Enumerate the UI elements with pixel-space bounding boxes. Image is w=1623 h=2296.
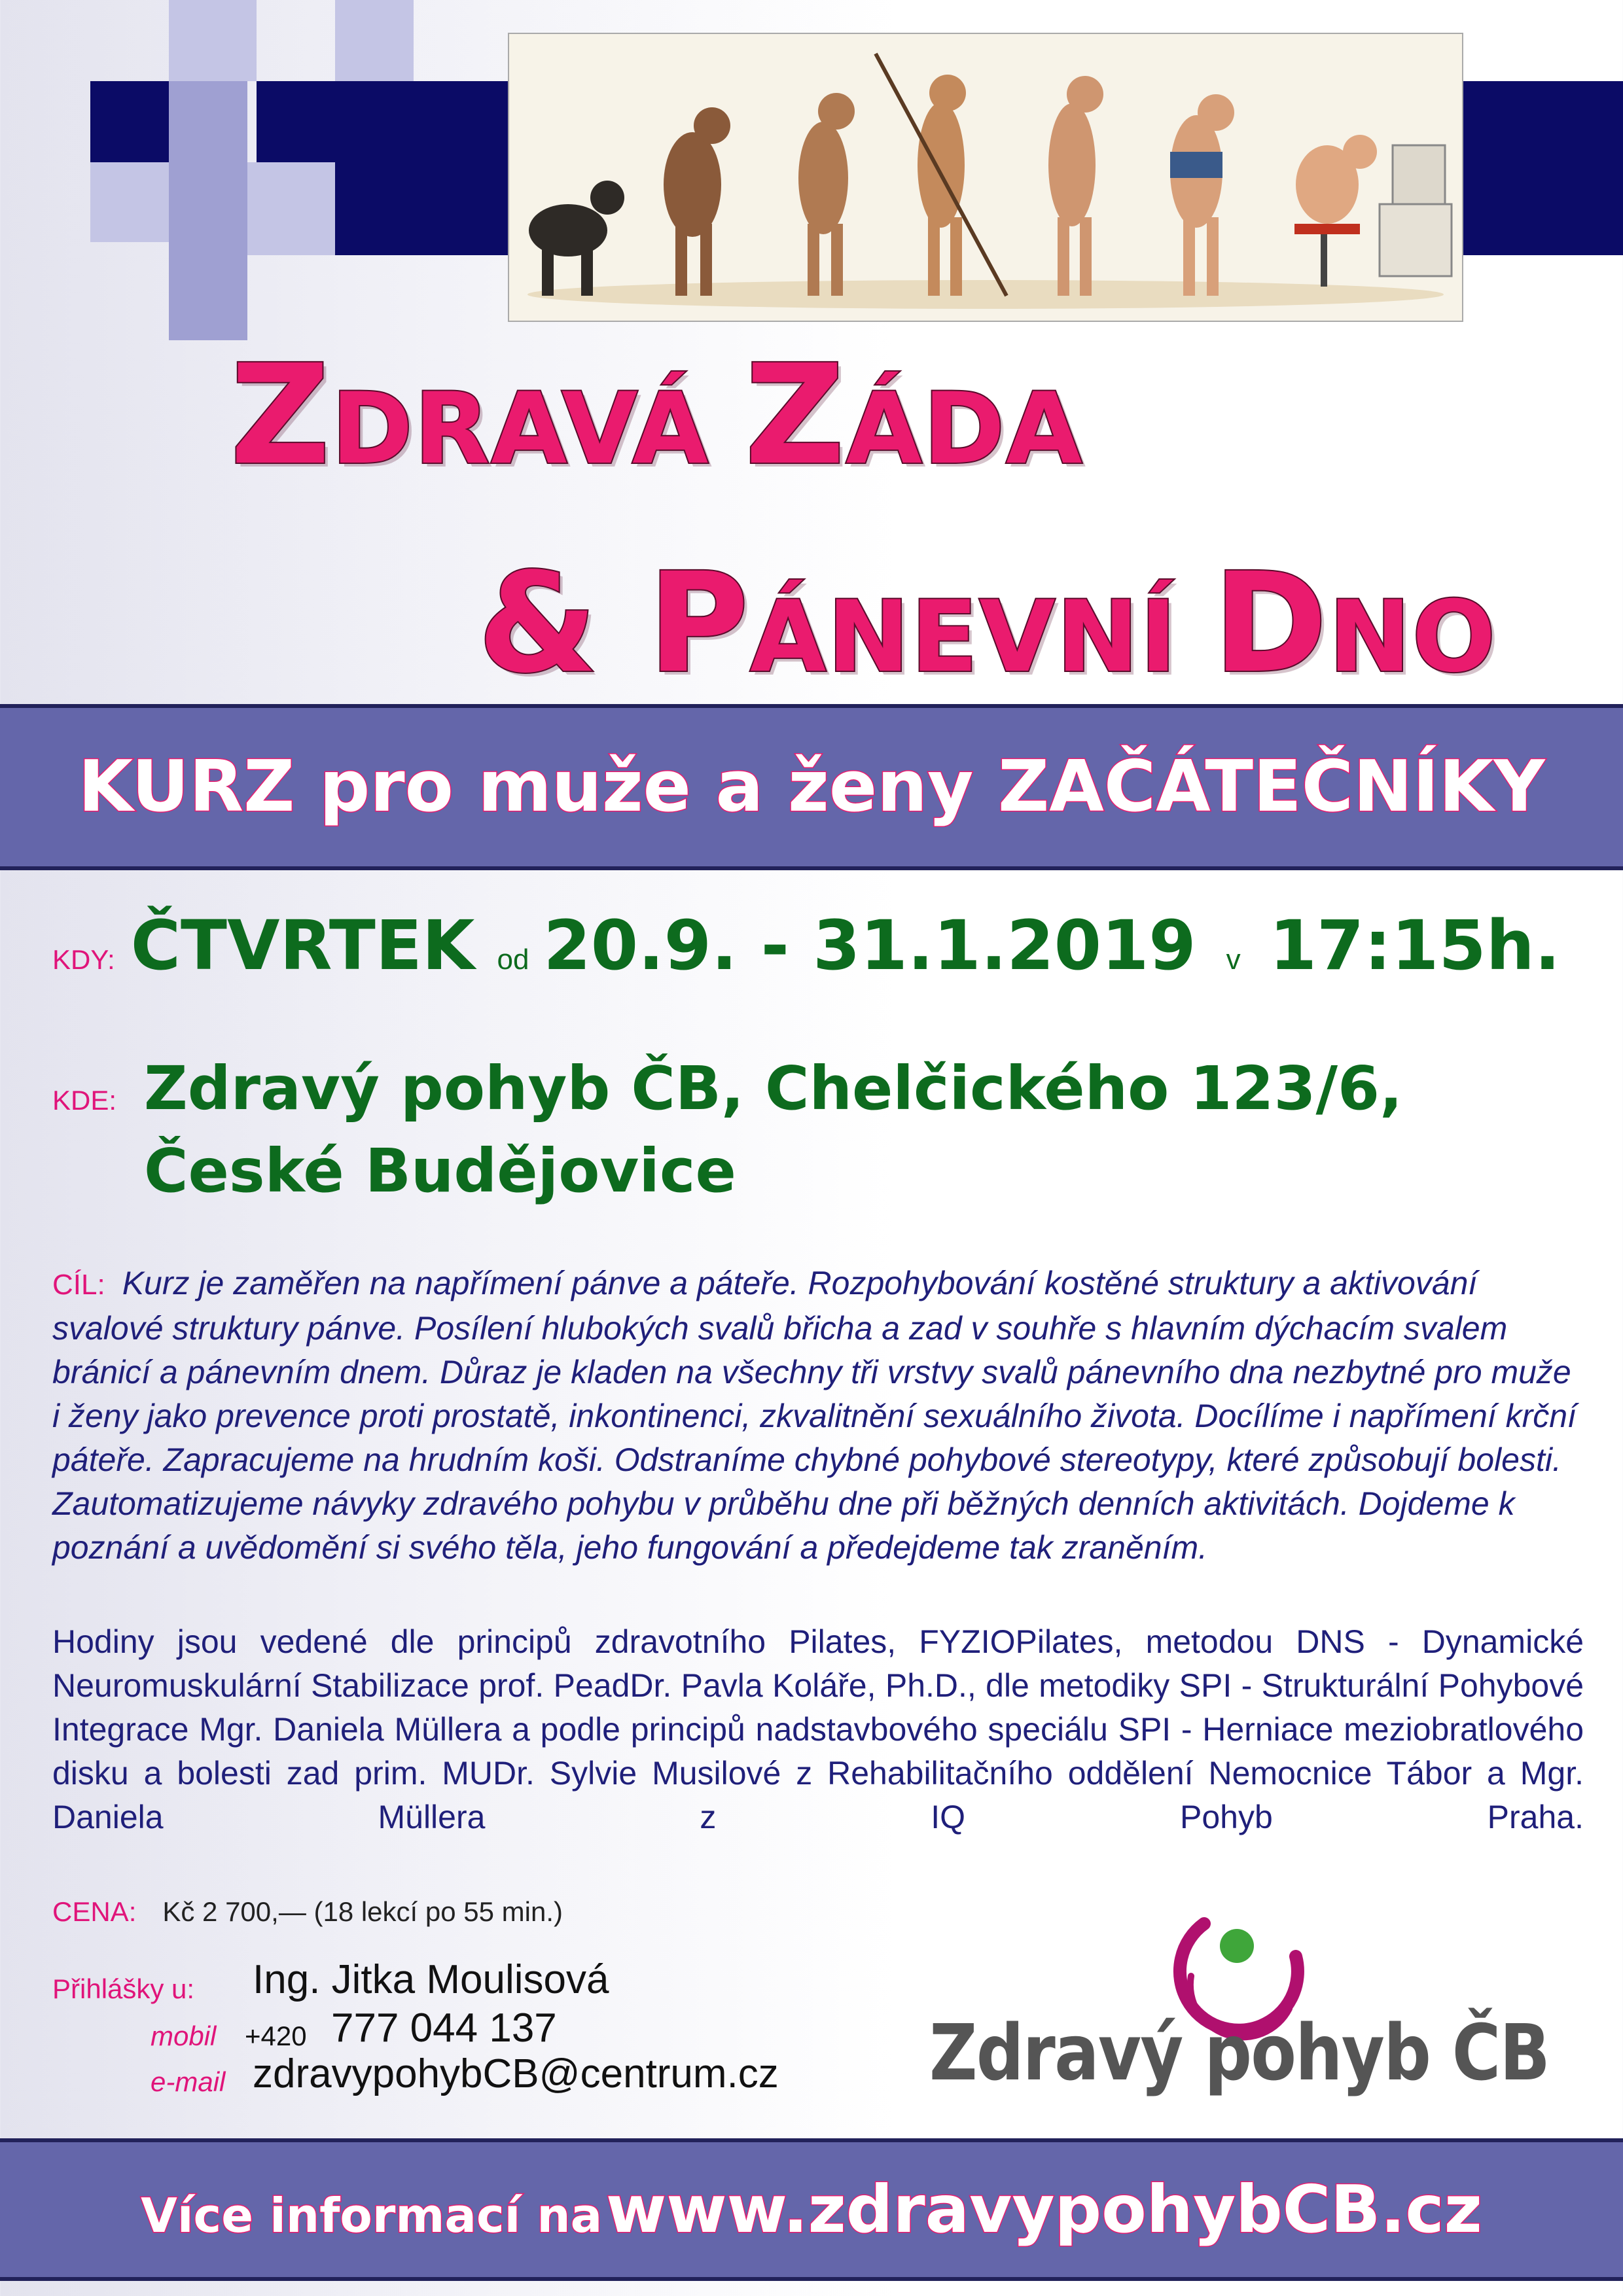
when-time: 17:15h. xyxy=(1269,906,1561,985)
evolution-illustration xyxy=(508,33,1463,322)
mobile-label: mobil xyxy=(151,2021,217,2051)
mobile-number[interactable]: 777 044 137 xyxy=(331,2005,557,2051)
price-value: Kč 2 700,— (18 lekcí po 55 min.) xyxy=(162,1896,563,1927)
footer-url-link[interactable]: www.zdravypohybCB.cz xyxy=(605,2171,1482,2248)
where-label: KDE: xyxy=(52,1085,117,1116)
course-banner xyxy=(0,704,1623,870)
when-at: v xyxy=(1226,944,1241,976)
where-address-line1: Zdravý pohyb ČB, Chelčického 123/6, xyxy=(144,1053,1403,1123)
when-from: od xyxy=(497,944,529,976)
signup-label: Přihlášky u: xyxy=(52,1973,195,2004)
when-label: KDY: xyxy=(52,944,115,975)
decor-square xyxy=(247,162,335,255)
price-label: CENA: xyxy=(52,1896,137,1927)
email-link[interactable]: zdravypohybCB@centrum.cz xyxy=(253,2051,779,2096)
decor-square xyxy=(169,81,247,162)
course-banner-text: KURZ pro muže a ženy ZAČÁTEČNÍKY xyxy=(78,746,1545,828)
decor-square xyxy=(169,162,247,255)
header-bar-left xyxy=(335,81,509,255)
when-day: ČTVRTEK xyxy=(130,906,475,985)
decor-square xyxy=(90,162,169,242)
price-row xyxy=(52,1896,563,1928)
goal-label: CÍL: xyxy=(52,1269,105,1301)
decor-square xyxy=(335,0,414,81)
where-address-line2: České Budějovice xyxy=(144,1136,736,1206)
logo-text: Zdravý pohyb ČB xyxy=(929,2007,1550,2098)
page-title-line1: ZDRAVÁ ZÁDA xyxy=(230,335,1084,495)
mobile-prefix: +420 xyxy=(245,2021,307,2051)
decor-square xyxy=(169,255,247,340)
decor-square xyxy=(169,0,257,81)
footer-prefix: Více informací na xyxy=(141,2188,603,2243)
email-label: e-mail xyxy=(151,2066,226,2097)
header-bar-right xyxy=(1463,81,1623,255)
goal-paragraph xyxy=(52,1262,1584,1570)
methods-paragraph: Hodiny jsou vedené dle principů zdravotního Pilates, FYZIOPilates, metodou DNS - Dynamické Neuromuskulární Stabilizace prof. PeadDr. Pavla Koláře, Ph.D., dle metodiky SPI - Strukturální Pohybové Integrace Mgr. Daniela Müllera a podle principů nadstavbového speciálu SPI - Herniace meziobratlového disku a bolesti zad prim. MUDr. Sylvie Musilové z Rehabilitačního oddělení Nemocnice Tábor a Mgr. Daniela Müllera z IQ Pohyb Praha. xyxy=(52,1623,1584,1835)
contact-name: Ing. Jitka Moulisová xyxy=(253,1957,609,2002)
page-title-line2: & PÁNEVNÍ DNO xyxy=(478,543,1497,703)
decor-square xyxy=(90,81,169,162)
footer-banner xyxy=(0,2138,1623,2281)
when-row xyxy=(52,906,1560,985)
decor-square xyxy=(257,81,335,162)
when-dates: 20.9. - 31.1.2019 xyxy=(543,906,1196,985)
goal-text: Kurz je zaměřen na napřímení pánve a páteře. Rozpohybování kostěné struktury a aktivování svalové struktury pánve. Posílení hlubokých svalů břicha a zad v souhře s hlavním dýchacím svalem bránicí a pánevním dnem. Důraz je kladen na všechny tři vrstvy svalů pánevního dna nezbytné pro muže i ženy jako prevence proti prostatě, inkontinenci, zkvalitnění sexuálního života. Docílíme i napřímení krční páteře. Zapracujeme na hrudním koši. Odstraníme chybné pohybové stereotypy, které způsobují bolesti. Zautomatizujeme návyky zdravého pohybu v průběhu dne při běžných denních aktivitách. Dojdeme k poznání a uvědomění si svého těla, jeho fungování a předejdeme tak zraněním. xyxy=(52,1265,1577,1566)
